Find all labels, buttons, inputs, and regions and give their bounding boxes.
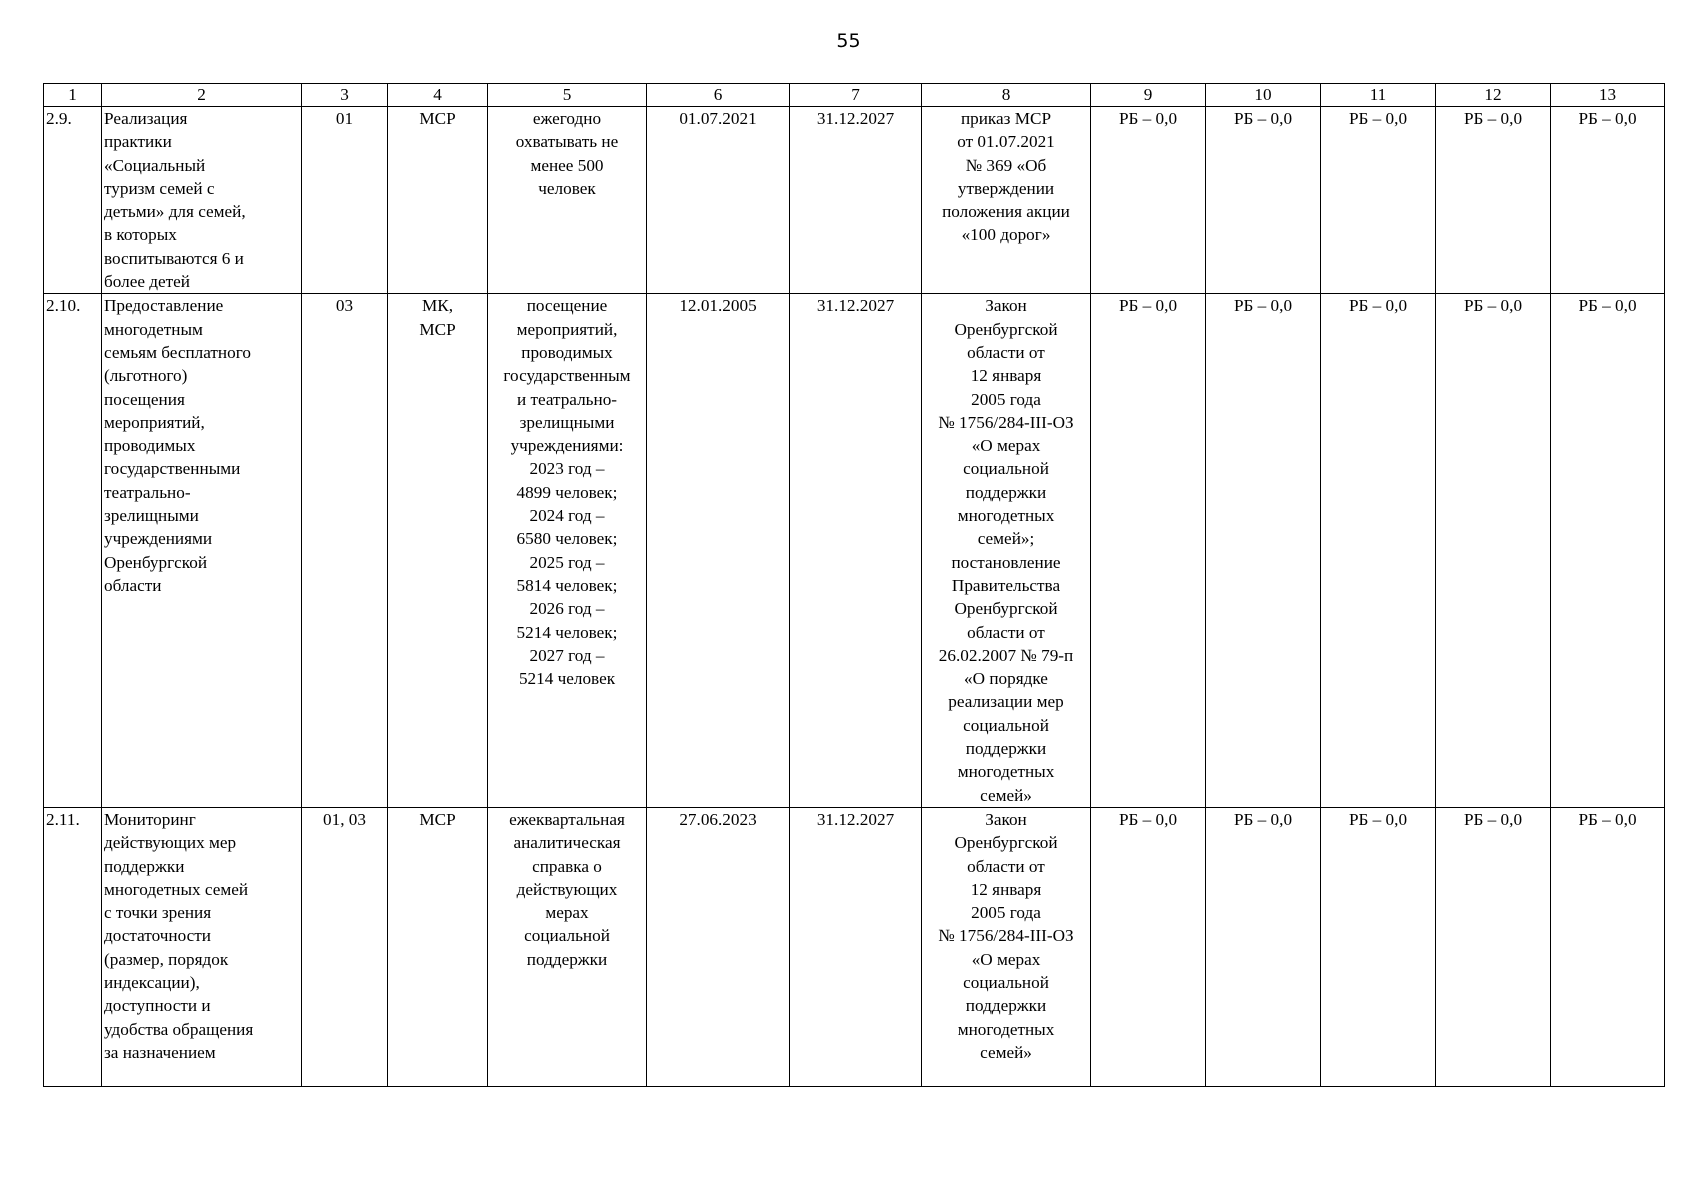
column-header: 7 xyxy=(790,84,922,107)
legal-basis: Закон Оренбургской области от 12 января 2005 года № 1756/284-III-ОЗ «О мерах социальной поддержки многодетных семей» xyxy=(922,807,1091,1086)
table-row xyxy=(44,294,1665,808)
executor: МСР xyxy=(388,807,488,1086)
financing-col-12: РБ – 0,0 xyxy=(1436,807,1551,1086)
column-header: 3 xyxy=(302,84,388,107)
measure-code: 01 xyxy=(302,107,388,294)
end-date: 31.12.2027 xyxy=(790,294,922,808)
page-number: 55 xyxy=(836,30,861,52)
end-date: 31.12.2027 xyxy=(790,107,922,294)
column-header: 11 xyxy=(1321,84,1436,107)
expected-result: ежеквартальная аналитическая справка о действующих мерах социальной поддержки xyxy=(488,807,647,1086)
item-number: 2.11. xyxy=(44,807,102,1086)
financing-col-9: РБ – 0,0 xyxy=(1091,294,1206,808)
table-row xyxy=(44,107,1665,294)
item-number: 2.9. xyxy=(44,107,102,294)
financing-col-12: РБ – 0,0 xyxy=(1436,107,1551,294)
measures-table xyxy=(43,83,1665,1087)
financing-col-11: РБ – 0,0 xyxy=(1321,294,1436,808)
financing-col-9: РБ – 0,0 xyxy=(1091,807,1206,1086)
financing-col-13: РБ – 0,0 xyxy=(1551,294,1665,808)
legal-basis: Закон Оренбургской области от 12 января 2005 года № 1756/284-III-ОЗ «О мерах социальной поддержки многодетных семей»; постановление Правительства Оренбургской области от 26.02.2007 № 79-п «О порядке реализации мер социальной поддержки многодетных семей» xyxy=(922,294,1091,808)
column-header: 5 xyxy=(488,84,647,107)
executor: МК, МСР xyxy=(388,294,488,808)
column-header: 2 xyxy=(102,84,302,107)
measure-name: Мониторинг действующих мер поддержки многодетных семей с точки зрения достаточности (размер, порядок индексации), доступности и удобства обращения за назначением xyxy=(102,807,302,1086)
column-header: 13 xyxy=(1551,84,1665,107)
column-header: 8 xyxy=(922,84,1091,107)
financing-col-13: РБ – 0,0 xyxy=(1551,107,1665,294)
financing-col-10: РБ – 0,0 xyxy=(1206,107,1321,294)
financing-col-11: РБ – 0,0 xyxy=(1321,807,1436,1086)
expected-result: посещение мероприятий, проводимых государственным и театрально- зрелищными учреждениями: 2023 год – 4899 человек; 2024 год – 6580 человек; 2025 год – 5814 человек; 2026 год – 5214 человек; 2027 год – 5214 человек xyxy=(488,294,647,808)
measure-name: Предоставление многодетным семьям бесплатного (льготного) посещения мероприятий, проводимых государственными театрально- зрелищными учреждениями Оренбургской области xyxy=(102,294,302,808)
start-date: 01.07.2021 xyxy=(647,107,790,294)
financing-col-11: РБ – 0,0 xyxy=(1321,107,1436,294)
measure-code: 03 xyxy=(302,294,388,808)
financing-col-13: РБ – 0,0 xyxy=(1551,807,1665,1086)
column-header: 12 xyxy=(1436,84,1551,107)
start-date: 12.01.2005 xyxy=(647,294,790,808)
column-header: 6 xyxy=(647,84,790,107)
expected-result: ежегодно охватывать не менее 500 человек xyxy=(488,107,647,294)
item-number: 2.10. xyxy=(44,294,102,808)
executor: МСР xyxy=(388,107,488,294)
table-row xyxy=(44,807,1665,1086)
column-number-row xyxy=(44,84,1665,107)
financing-col-10: РБ – 0,0 xyxy=(1206,294,1321,808)
legal-basis: приказ МСР от 01.07.2021 № 369 «Об утверждении положения акции «100 дорог» xyxy=(922,107,1091,294)
column-header: 9 xyxy=(1091,84,1206,107)
measure-code: 01, 03 xyxy=(302,807,388,1086)
end-date: 31.12.2027 xyxy=(790,807,922,1086)
financing-col-9: РБ – 0,0 xyxy=(1091,107,1206,294)
measure-name: Реализация практики «Социальный туризм семей с детьми» для семей, в которых воспитываются 6 и более детей xyxy=(102,107,302,294)
column-header: 10 xyxy=(1206,84,1321,107)
financing-col-10: РБ – 0,0 xyxy=(1206,807,1321,1086)
column-header: 1 xyxy=(44,84,102,107)
start-date: 27.06.2023 xyxy=(647,807,790,1086)
financing-col-12: РБ – 0,0 xyxy=(1436,294,1551,808)
column-header: 4 xyxy=(388,84,488,107)
